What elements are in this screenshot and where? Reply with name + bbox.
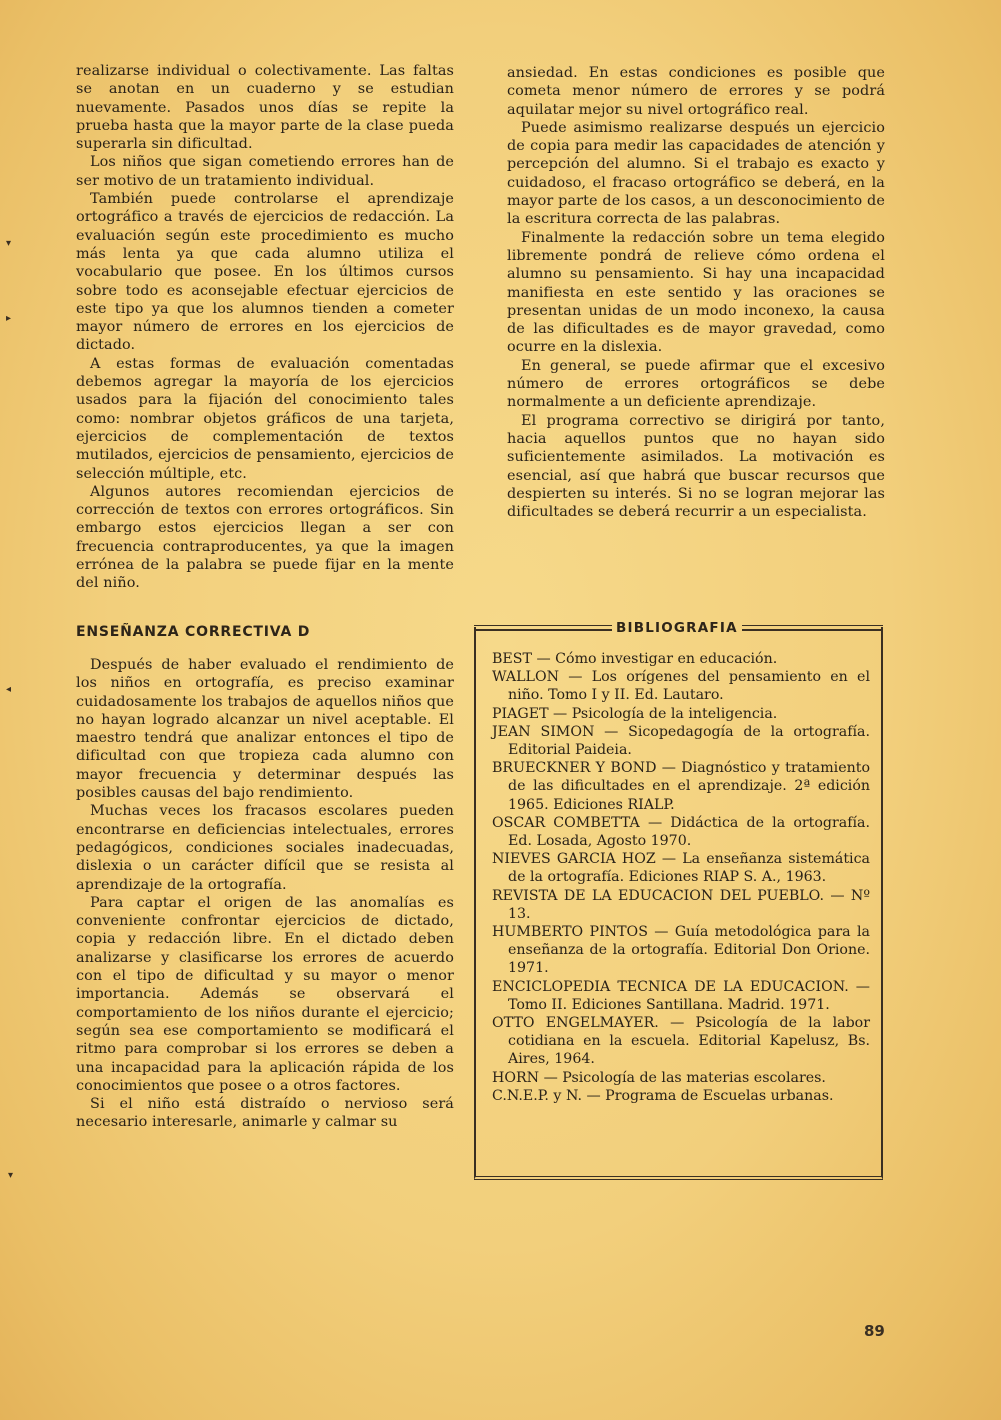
- bibliography-entry: OSCAR COMBETTA — Didáctica de la ortografía. Ed. Losada, Agosto 1970.: [492, 814, 870, 850]
- bibliography-entry: BEST — Cómo investigar en educación.: [492, 651, 778, 667]
- bibliography-entry: OTTO ENGELMAYER. — Psicología de la labor cotidiana en la escuela. Editorial Kapelusz, Bs. Aires, 1964.: [492, 1015, 870, 1068]
- paragraph: ansiedad. En estas condiciones es posible que cometa menor número de errores y se podrá aquilatar mejor su nivel ortográfico real.: [507, 65, 885, 118]
- header-rule-left: [474, 625, 612, 631]
- left-column-bottom: [76, 656, 454, 1132]
- paragraph: Para captar el origen de las anomalías es conveniente confrontar ejercicios de dictado, copia y redacción libre. En el dictado deben analizarse y clasificarse los errores de acuerdo con el tipo de dificultad y su mayor o menor importancia. Además se observará el comportamiento de los niños durante el ejercicio; según sea ese comportamiento se modificará el ritmo para comprobar si los errores se deben a una incapacidad para la aplicación rápida de los conocimientos que posee o a otros factores.: [76, 894, 454, 1094]
- paragraph: El programa correctivo se dirigirá por tanto, hacia aquellos puntos que no hayan sido suficientemente asimilados. La motivación es esencial, así que habrá que buscar recursos que despierten su interés. Si no se logran mejorar las dificultades se deberá recurrir a un especialista.: [507, 412, 885, 521]
- bibliography-header: [474, 620, 883, 636]
- section-heading: ENSEÑANZA CORRECTIVA D: [76, 624, 311, 640]
- paragraph: A estas formas de evaluación comentadas debemos agregar la mayoría de los ejercicios usados para la fijación del conocimiento tales como: nombrar objetos gráficos de una tarjeta, ejercicios de complementación de textos mutilados, ejercicios de pensamiento, ejercicios de selección múltiple, etc.: [76, 355, 454, 482]
- paragraph: realizarse individual o colectivamente. Las faltas se anotan en un cuaderno y se estudian nuevamente. Pasados unos días se repite la prueba hasta que la mayor parte de la clase pueda superarla sin dificultad.: [76, 63, 454, 153]
- margin-mark: ▾: [8, 1170, 14, 1181]
- paragraph: También puede controlarse el aprendizaje ortográfico a través de ejercicios de redacción. La evaluación según este procedimiento es mucho más lenta ya que cada alumno utiliza el vocabulario que posee. En los últimos cursos sobre todo es aconsejable efectuar ejercicios de este tipo ya que los alumnos tienden a cometer mayor número de errores en los ejercicios de dictado.: [76, 191, 454, 354]
- bibliography-title: BIBLIOGRAFIA: [616, 620, 738, 636]
- bibliography-entry: BRUECKNER Y BOND — Diagnóstico y tratamiento de las dificultades en el aprendizaje. 2ª edición 1965. Ediciones RIALP.: [492, 760, 870, 813]
- bibliography-entry: ENCICLOPEDIA TECNICA DE LA EDUCACION. — Tomo II. Ediciones Santillana. Madrid. 1971.: [492, 978, 870, 1013]
- right-column-top: [507, 64, 885, 521]
- bibliography-entry: WALLON — Los orígenes del pensamiento en el niño. Tomo I y II. Ed. Lautaro.: [492, 669, 870, 704]
- bibliography-entry: HORN — Psicología de las materias escolares.: [492, 1069, 826, 1086]
- paragraph: Algunos autores recomiendan ejercicios de corrección de textos con errores ortográficos. Sin embargo estos ejercicios llegan a ser con frecuencia contraproducentes, ya que la imagen errónea de la palabra se puede fijar en la mente del niño.: [76, 483, 454, 592]
- margin-mark: ▸: [6, 313, 12, 324]
- bibliography-entry: REVISTA DE LA EDUCACION DEL PUEBLO. — Nº 13.: [492, 887, 870, 922]
- paragraph: Los niños que sigan cometiendo errores han de ser motivo de un tratamiento individual.: [76, 154, 454, 189]
- bibliography-entry: NIEVES GARCIA HOZ — La enseñanza sistemática de la ortografía. Ediciones RIAP S. A., 1963.: [492, 851, 870, 886]
- header-rule-right: [742, 625, 883, 631]
- paragraph: Muchas veces los fracasos escolares pueden encontrarse en deficiencias intelectuales, errores pedagógicos, condiciones sociales inadecuadas, dislexia o un carácter difícil que se resista al aprendizaje de la ortografía.: [76, 803, 454, 893]
- bibliography-entry: HUMBERTO PINTOS — Guía metodológica para la enseñanza de la ortografía. Editorial Don Orione. 1971.: [492, 924, 870, 977]
- paragraph: Finalmente la redacción sobre un tema elegido libremente pondrá de relieve cómo ordena el alumno su pensamiento. Si hay una incapacidad manifiesta en este sentido y las oraciones se presentan unidas de un modo inconexo, la causa de las dificultades es de mayor gravedad, como ocurre en la dislexia.: [507, 229, 885, 356]
- bibliography-entry: PIAGET — Psicología de la inteligencia.: [492, 705, 778, 722]
- margin-mark: ▾: [6, 238, 12, 249]
- page-number: 89: [864, 1322, 885, 1340]
- paragraph: En general, se puede afirmar que el excesivo número de errores ortográficos se debe normalmente a un deficiente aprendizaje.: [507, 357, 885, 411]
- paragraph: Si el niño está distraído o nervioso será necesario interesarle, animarle y calmar su: [76, 1096, 454, 1131]
- bibliography-entry: JEAN SIMON — Sicopedagogía de la ortografía. Editorial Paideia.: [492, 723, 870, 759]
- bibliography-list: [492, 650, 870, 1105]
- left-column-top: [76, 62, 454, 593]
- bibliography-entry: C.N.E.P. y N. — Programa de Escuelas urbanas.: [492, 1087, 834, 1104]
- bibliography-box: [474, 620, 883, 1180]
- paragraph: Después de haber evaluado el rendimiento de los niños en ortografía, es preciso examinar cuidadosamente los trabajos de aquellos niños que no hayan logrado alcanzar un nivel aceptable. El maestro tendrá que analizar entonces el tipo de dificultad con que tropieza cada alumno con mayor frecuencia y determinar después las posibles causas del bajo rendimiento.: [76, 657, 454, 802]
- paragraph: Puede asimismo realizarse después un ejercicio de copia para medir las capacidades de atención y percepción del alumno. Si el trabajo es exacto y cuidadoso, el fracaso ortográfico se deberá, en la mayor parte de los casos, a un desconocimiento de la escritura correcta de las palabras.: [507, 119, 885, 228]
- margin-mark: ◂: [6, 684, 12, 695]
